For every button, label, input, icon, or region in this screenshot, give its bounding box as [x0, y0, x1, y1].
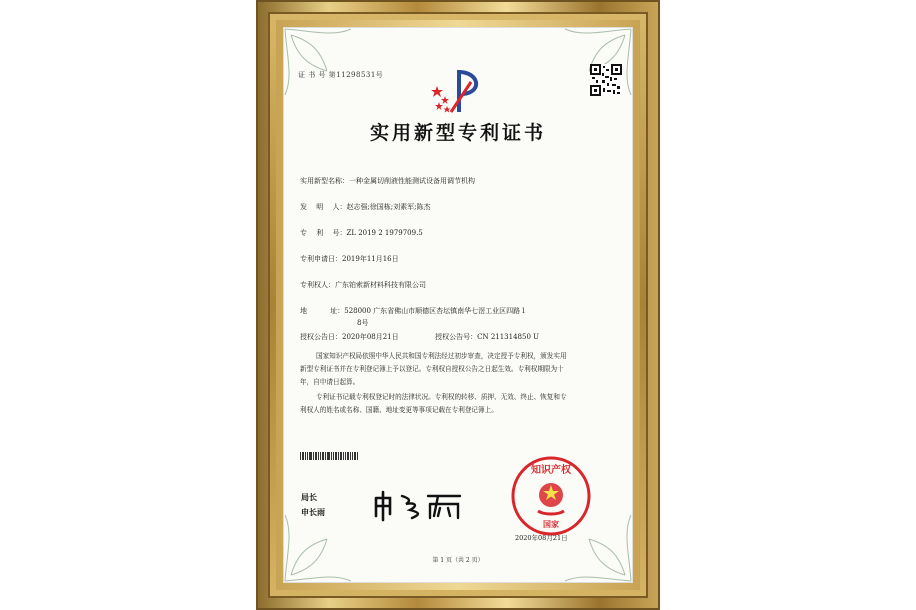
patent-office-logo [425, 66, 495, 116]
field-label: 实用新型名称： [300, 177, 349, 185]
field-patent-number [300, 228, 423, 238]
field-address [300, 306, 527, 316]
page-number: 第 1 页（共 2 页） [432, 557, 484, 564]
certificate-title: 实用新型专利证书 [369, 122, 546, 144]
barcode [300, 452, 364, 460]
certificate-number: 证 书 号 第11298531号 [298, 71, 384, 79]
field-label: 专利权人： [300, 281, 335, 289]
field-patentee [300, 280, 426, 290]
field-label: 专利申请日： [300, 255, 342, 263]
handwritten-signature [372, 488, 464, 522]
field-label: 发 明 人： [300, 203, 347, 211]
signer-name: 申长雨 [301, 507, 325, 517]
field-value: 2020年08月21日 [342, 333, 399, 341]
paragraph-line: 利权人的姓名或名称、国籍、地址变更等事项记载在专利登记簿上。 [300, 406, 498, 414]
field-grant-date [300, 332, 539, 342]
field-application-date [300, 254, 399, 264]
field-inventors [300, 202, 431, 212]
body-paragraph-1 [300, 350, 622, 389]
body-paragraph-2 [300, 391, 622, 417]
field-label: 地 址： [300, 307, 345, 315]
field-value: 8号 [357, 319, 369, 327]
field-label: 授权公告号： [435, 333, 478, 341]
signer-title: 局长 [301, 492, 317, 502]
field-value: 528000 广东省佛山市顺德区杏坛镇南华七滘工业区四路１ [344, 307, 528, 315]
seal-date: 2020年08月21日 [515, 534, 568, 542]
field-value: 赵志强;徐国栋;刘素军;陈杰 [346, 203, 431, 211]
field-label: 专 利 号： [300, 229, 347, 237]
corner-ornament-top-left [283, 27, 353, 97]
qr-code [590, 64, 622, 96]
svg-text:知识产权: 知识产权 [531, 465, 571, 476]
paragraph-line: 年，自申请日起算。 [300, 378, 360, 386]
corner-ornament-bottom-left [283, 513, 353, 583]
paragraph-line: 新型专利证书并在专利登记簿上予以登记。专利权自授权公告之日起生效。专利权期限为十 [300, 365, 564, 373]
official-red-seal [510, 455, 592, 537]
paragraph-line: 国家知识产权局依照中华人民共和国专利法经过初步审查，决定授予专利权，颁发实用 [316, 352, 567, 360]
svg-text:国家: 国家 [543, 520, 559, 529]
field-value: CN 211314850 U [477, 333, 540, 341]
field-utility-model-name [300, 176, 475, 186]
field-address-continued [357, 318, 368, 328]
field-value: ZL 2019 2 1979709.5 [346, 229, 423, 237]
paragraph-line: 专利证书记载专利权登记时的法律状况。专利权的转移、质押、无效、终止、恢复和专 [316, 393, 567, 401]
field-value: 2019年11月16日 [342, 255, 399, 263]
field-label: 授权公告日： [300, 333, 342, 341]
field-value: 广东铂索新材料科技有限公司 [335, 281, 426, 289]
field-value: 一种金属切削液性能测试设备用调节机构 [349, 177, 475, 185]
